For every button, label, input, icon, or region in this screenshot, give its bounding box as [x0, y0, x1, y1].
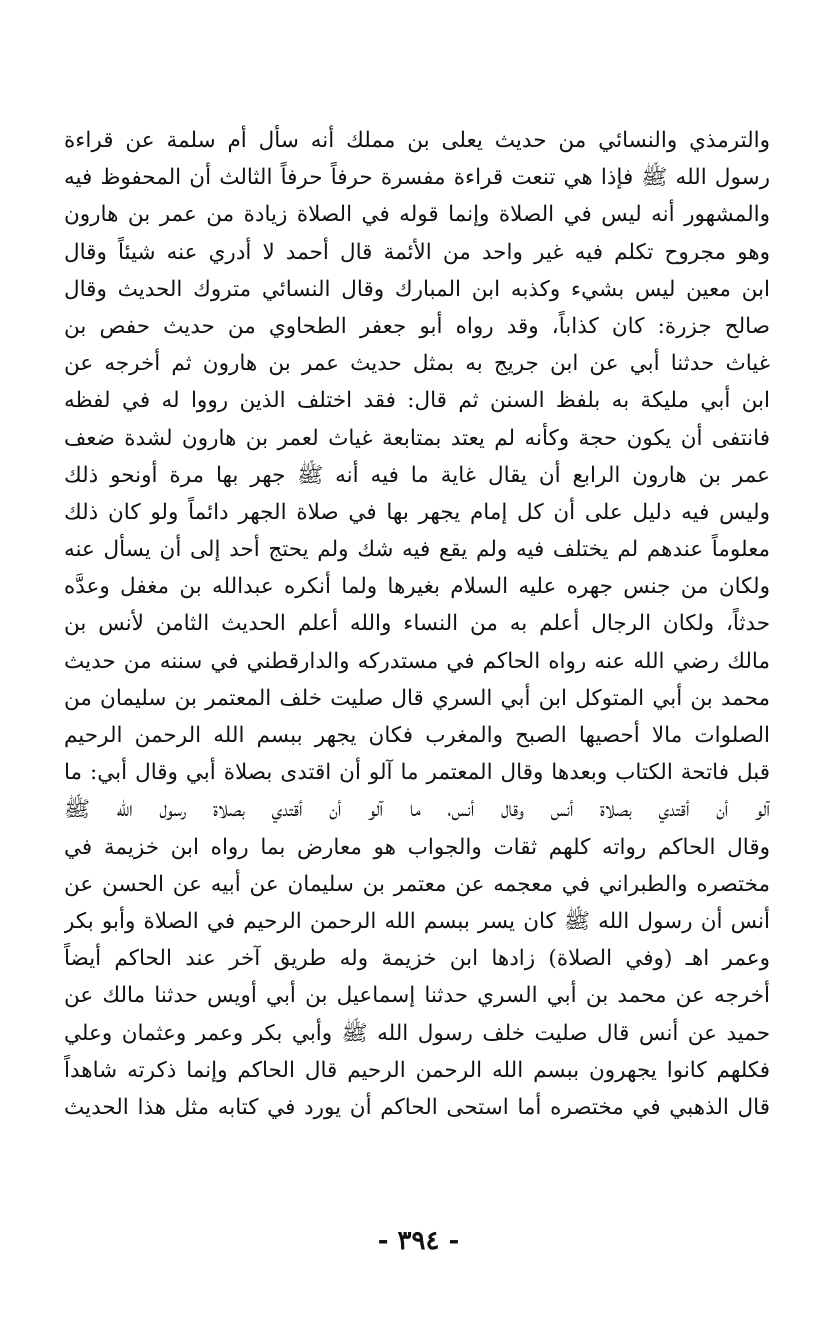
text-line: محمد بن أبي المتوكل ابن أبي السري قال صليت خلف المعتمر بن سليمان من — [64, 685, 770, 711]
text-line: مالك رضي الله عنه رواه الحاكم في مستدركه والدارقطني في سننه من حديث — [64, 648, 770, 674]
text-line: مختصره والطبراني في معجمه عن معتمر بن سليمان عن أبيه عن الحسن عن — [64, 871, 770, 897]
page-number: - ٣٩٤ - — [377, 1226, 460, 1256]
text-line: معلوماً عندهم لم يختلف فيه ولم يقع فيه شك ولم يحتج أحد إلى أن يسأل عنه — [64, 537, 770, 563]
text-line: فكلهم كانوا يجهرون ببسم الله الرحمن الرحيم قال الحاكم وإنما ذكرته شاهداً — [64, 1057, 770, 1083]
text-line: وليس فيه دليل على أن كل إمام يجهر بها في صلاة الجهر دائماً ولو كان ذلك — [64, 499, 770, 525]
text-line: أنس أن رسول الله ﷺ كان يسر ببسم الله الرحمن الرحيم في الصلاة وأبو بكر — [64, 908, 770, 934]
text-line: قبل فاتحة الكتاب وبعدها وقال المعتمر ما آلو أن اقتدى بصلاة أبي وقال أبي: ما — [64, 760, 770, 786]
text-line: وعمر اهـ (وفي الصلاة) زادها ابن خزيمة وله طريق آخر عند الحاكم أيضاً — [64, 946, 770, 972]
text-line: آلو أن أقتدي بصلاة أنس وقال أنس، ما آلو أن أقتدي بصلاة رسول الله ﷺ — [64, 797, 770, 823]
text-line: حدثاً، ولكان الرجال أعلم به من النساء والله أعلم الحديث الثامن لأنس بن — [64, 611, 770, 637]
text-line: حميد عن أنس قال صليت خلف رسول الله ﷺ وأبي بكر وعمر وعثمان وعلي — [64, 1020, 770, 1046]
text-line: قال الذهبي في مختصره أما استحى الحاكم أن يورد في كتابه مثل هذا الحديث — [64, 1094, 770, 1120]
text-line: رسول الله ﷺ فإذا هي تنعت قراءة مفسرة حرفاً حرفاً الثالث أن المحفوظ فيه — [64, 165, 770, 191]
text-line: أخرجه عن محمد بن أبي السري حدثنا إسماعيل بن أبي أويس حدثنا مالك عن — [64, 983, 770, 1009]
text-line: الصلوات مالا أحصيها الصبح والمغرب فكان يجهر ببسم الله الرحمن الرحيم — [64, 723, 770, 748]
text-line: ابن أبي مليكة به بلفظ السنن ثم قال: فقد اختلف الذين رووا له في لفظه — [64, 388, 770, 414]
text-line: عمر بن هارون الرابع أن يقال غاية ما فيه أنه ﷺ جهر بها مرة أونحو ذلك — [64, 462, 770, 488]
text-line: والمشهور أنه ليس في الصلاة وإنما قوله في الصلاة زيادة من عمر بن هارون — [64, 202, 770, 228]
text-line: ولكان من جنس جهره عليه السلام بغيرها ولما أنكره عبدالله بن مغفل وعدَّه — [64, 574, 770, 600]
body-text — [64, 122, 770, 1126]
text-line: والترمذي والنسائي من حديث يعلى بن مملك أنه سأل أم سلمة عن قراءة — [64, 128, 770, 153]
text-line: وهو مجروح تكلم فيه غير واحد من الأئمة قال أحمد لا أدري عنه شيئاً وقال — [64, 239, 770, 265]
text-line: وقال الحاكم رواته كلهم ثقات والجواب هو معارض بما رواه ابن خزيمة في — [64, 834, 770, 860]
text-line: غياث حدثنا أبي عن ابن جريج به بمثل حديث عمر بن هارون ثم أخرجه عن — [64, 351, 770, 377]
text-line: فانتفى أن يكون حجة وكأنه لم يعتد بمتابعة غياث لعمر بن هارون لشدة ضعف — [64, 425, 770, 451]
text-line: ابن معين ليس بشيء وكذبه ابن المبارك وقال النسائي متروك الحديث وقال — [64, 276, 770, 302]
text-line: صالح جزرة: كان كذاباً، وقد رواه أبو جعفر الطحاوي من حديث حفص بن — [64, 313, 770, 339]
